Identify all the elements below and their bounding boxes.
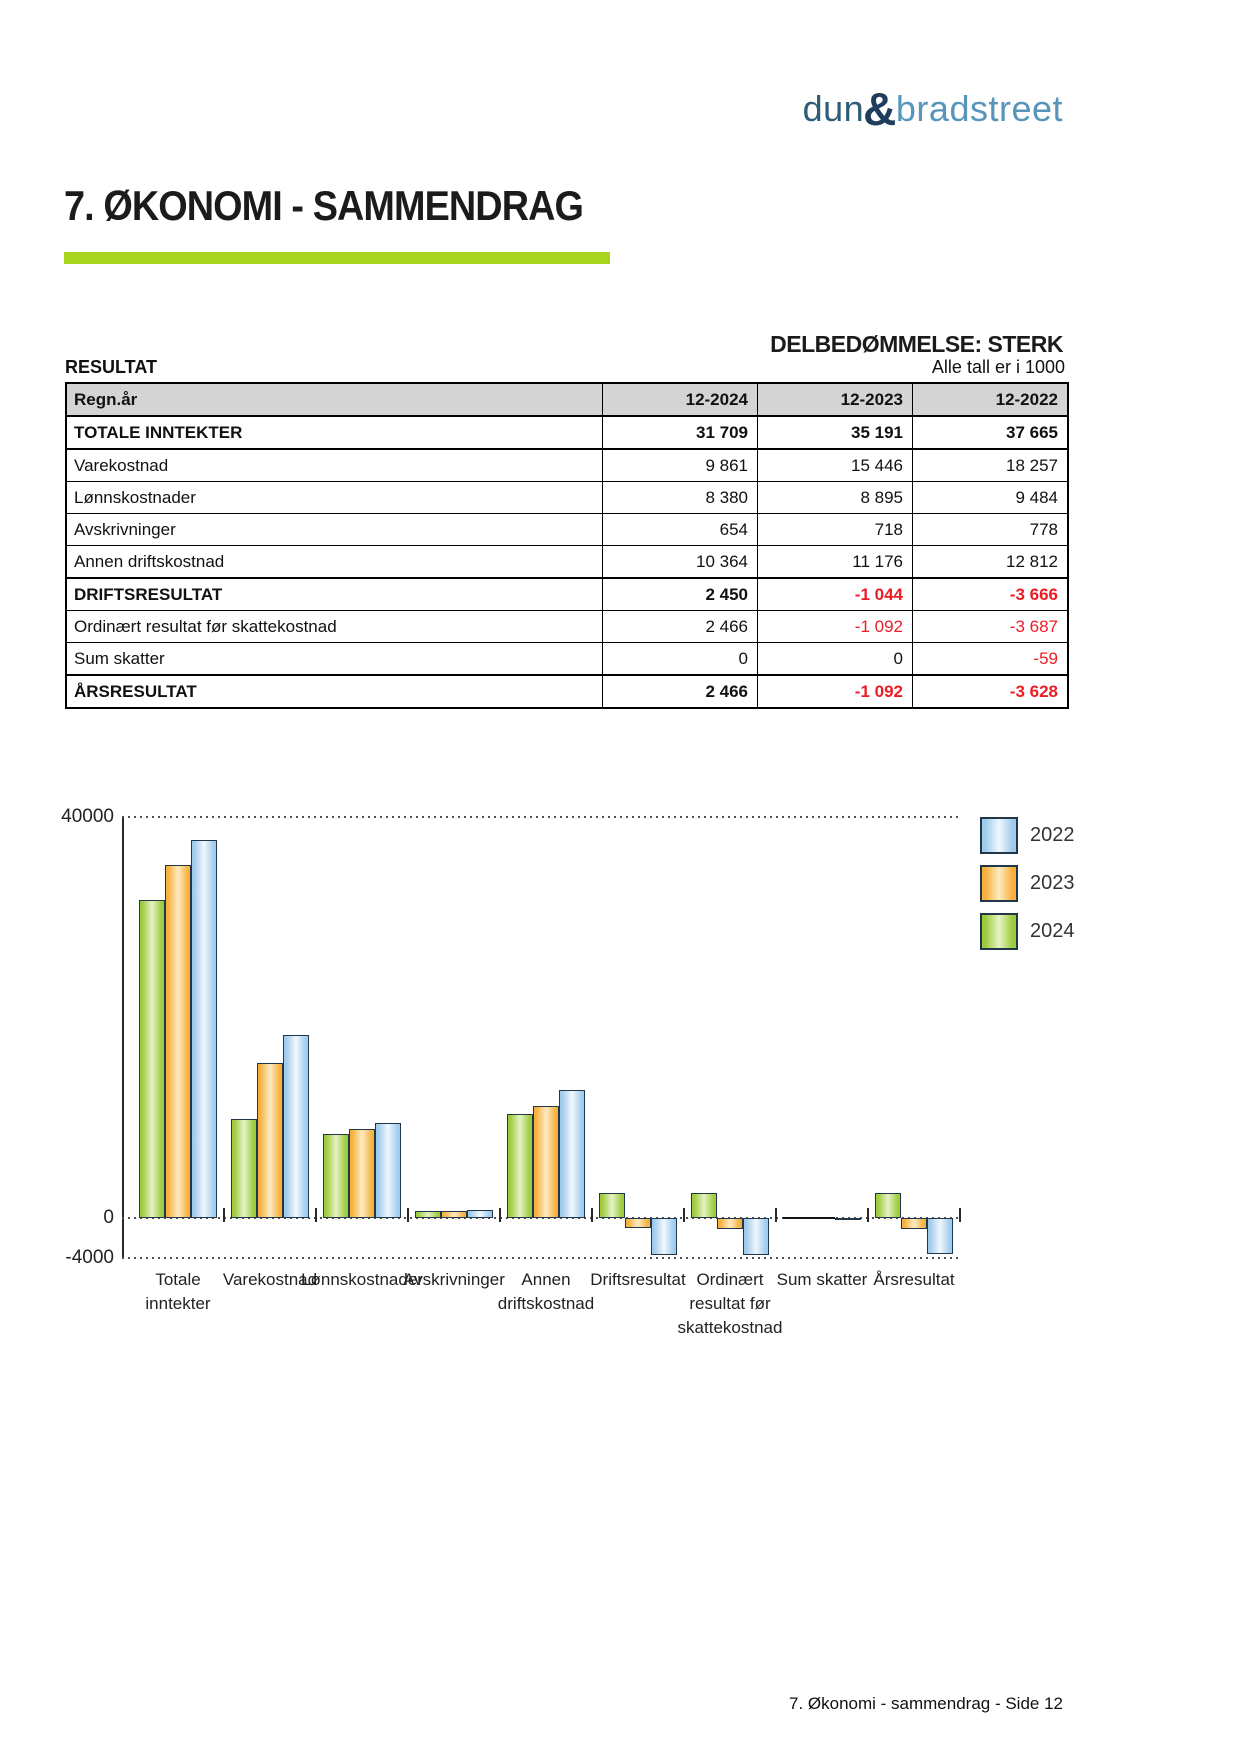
category-label-line: resultat før xyxy=(689,1294,771,1313)
result-table-head xyxy=(66,383,1068,416)
y-tick-label: -4000 xyxy=(65,1247,114,1268)
table-row xyxy=(66,416,1068,449)
bar-2023 xyxy=(441,1211,467,1218)
cell-value: 8 380 xyxy=(603,482,758,514)
cell-value: 37 665 xyxy=(913,416,1069,449)
cell-value: 12 812 xyxy=(913,546,1069,579)
bar-2022 xyxy=(651,1218,677,1255)
category-label xyxy=(190,1268,350,1292)
table-row xyxy=(66,546,1068,579)
bar-2024 xyxy=(691,1193,717,1218)
bar-2022 xyxy=(191,840,217,1218)
cell-value: 0 xyxy=(758,643,913,676)
cell-value: 35 191 xyxy=(758,416,913,449)
section-label: RESULTAT xyxy=(65,357,157,377)
category-label-line: Sum skatter xyxy=(776,1270,868,1289)
gridline xyxy=(122,816,960,818)
result-table xyxy=(65,382,1069,709)
bar-2024 xyxy=(415,1211,441,1218)
gridline xyxy=(122,1217,960,1219)
column-header: 12-2023 xyxy=(758,383,913,416)
cell-value: 2 450 xyxy=(603,578,758,611)
category-label-line: Varekostnad xyxy=(222,1270,318,1289)
bar-2023 xyxy=(717,1218,743,1229)
legend-label-2024: 2024 xyxy=(1030,920,1075,942)
row-label: Sum skatter xyxy=(66,643,603,676)
category-label-line: skattekostnad xyxy=(677,1318,783,1337)
cell-value: 18 257 xyxy=(913,449,1069,482)
axis-tick xyxy=(407,1208,409,1222)
category-label-line: Avskrivninger xyxy=(403,1270,505,1289)
cell-value: -1 092 xyxy=(758,611,913,643)
legend-label-2023: 2023 xyxy=(1030,872,1075,894)
bar-2024 xyxy=(139,900,165,1218)
category-label-line: Årsresultat xyxy=(873,1270,955,1289)
category-label-line: Totale xyxy=(155,1270,201,1289)
bar-2024 xyxy=(507,1114,533,1218)
category-label-line: Ordinært xyxy=(696,1270,764,1289)
cell-value: 2 466 xyxy=(603,611,758,643)
bar-zero-2023 xyxy=(809,1217,835,1219)
bar-zero-2024 xyxy=(783,1217,809,1219)
cell-value: 654 xyxy=(603,514,758,546)
title-accent-bar xyxy=(64,252,610,264)
cell-value: -3 666 xyxy=(913,578,1069,611)
table-row xyxy=(66,482,1068,514)
cell-value: 10 364 xyxy=(603,546,758,579)
category-label xyxy=(466,1268,626,1316)
axis-tick xyxy=(223,1208,225,1222)
legend-label-2022: 2022 xyxy=(1030,824,1075,846)
bar-2024 xyxy=(875,1193,901,1218)
row-label: DRIFTSRESULTAT xyxy=(66,578,603,611)
row-label: Lønnskostnader xyxy=(66,482,603,514)
axis-tick xyxy=(959,1208,961,1222)
category-label-line: Lønnskostnader xyxy=(301,1270,423,1289)
axis-tick xyxy=(315,1208,317,1222)
cell-value: -3 628 xyxy=(913,675,1069,708)
category-label xyxy=(282,1268,442,1292)
axis-tick xyxy=(775,1208,777,1222)
logo-ampersand-icon: & xyxy=(863,83,897,135)
logo-text-dun: dun xyxy=(802,88,865,129)
cell-value: 15 446 xyxy=(758,449,913,482)
cell-value: 2 466 xyxy=(603,675,758,708)
category-label-line: Driftsresultat xyxy=(590,1270,686,1289)
table-row xyxy=(66,449,1068,482)
page-footer: 7. Økonomi - sammendrag - Side 12 xyxy=(788,1694,1063,1713)
bar-2023 xyxy=(625,1218,651,1228)
bar-2023 xyxy=(901,1218,927,1229)
category-label xyxy=(374,1268,534,1292)
bar-2022 xyxy=(559,1090,585,1218)
gridline xyxy=(122,1257,960,1259)
axis-tick xyxy=(683,1208,685,1222)
column-header: 12-2024 xyxy=(603,383,758,416)
page-title: 7. ØKONOMI - SAMMENDRAG xyxy=(64,182,584,229)
bar-2023 xyxy=(257,1063,283,1218)
category-label xyxy=(742,1268,902,1292)
bar-2022 xyxy=(467,1210,493,1218)
category-label xyxy=(650,1268,810,1340)
cell-value: 778 xyxy=(913,514,1069,546)
bar-2024 xyxy=(599,1193,625,1218)
y-tick-label: 0 xyxy=(103,1207,114,1228)
column-header: 12-2022 xyxy=(913,383,1069,416)
bar-2023 xyxy=(349,1129,375,1218)
category-label xyxy=(558,1268,718,1292)
row-label: Ordinært resultat før skattekostnad xyxy=(66,611,603,643)
table-header-row xyxy=(66,383,1068,416)
legend-swatch-2024 xyxy=(980,913,1018,950)
axis-tick xyxy=(867,1208,869,1222)
assessment-heading: DELBEDØMMELSE: STERK xyxy=(770,331,1063,357)
bar-2022 xyxy=(927,1218,953,1254)
cell-value: -1 092 xyxy=(758,675,913,708)
units-note: Alle tall er i 1000 xyxy=(931,357,1065,377)
bar-2024 xyxy=(231,1119,257,1218)
row-label: Annen driftskostnad xyxy=(66,546,603,579)
row-label: Avskrivninger xyxy=(66,514,603,546)
bar-2022 xyxy=(375,1123,401,1218)
category-label xyxy=(834,1268,994,1292)
cell-value: 9 484 xyxy=(913,482,1069,514)
dun-bradstreet-logo xyxy=(802,78,1063,135)
bar-2023 xyxy=(165,865,191,1218)
bar-2022 xyxy=(743,1218,769,1255)
cell-value: -3 687 xyxy=(913,611,1069,643)
category-label-line: inntekter xyxy=(145,1294,211,1313)
category-label-line: driftskostnad xyxy=(497,1294,595,1313)
y-tick-label: 40000 xyxy=(61,806,114,827)
category-label xyxy=(98,1268,258,1316)
row-label: ÅRSRESULTAT xyxy=(66,675,603,708)
table-row xyxy=(66,643,1068,676)
table-row xyxy=(66,675,1068,708)
table-row xyxy=(66,514,1068,546)
table-row xyxy=(66,611,1068,643)
cell-value: 718 xyxy=(758,514,913,546)
bar-2024 xyxy=(323,1134,349,1218)
axis-tick xyxy=(499,1208,501,1222)
bar-2022 xyxy=(283,1035,309,1218)
legend-swatch-2022 xyxy=(980,817,1018,854)
bar-2023 xyxy=(533,1106,559,1218)
bar-2022 xyxy=(835,1218,861,1220)
table-meta-row xyxy=(65,357,1065,378)
axis-tick xyxy=(591,1208,593,1222)
category-label-line: Annen xyxy=(521,1270,571,1289)
cell-value: 31 709 xyxy=(603,416,758,449)
table-row xyxy=(66,578,1068,611)
legend-swatch-2023 xyxy=(980,865,1018,902)
column-header: Regn.år xyxy=(66,383,603,416)
row-label: TOTALE INNTEKTER xyxy=(66,416,603,449)
cell-value: 11 176 xyxy=(758,546,913,579)
cell-value: 8 895 xyxy=(758,482,913,514)
cell-value: 0 xyxy=(603,643,758,676)
cell-value: -59 xyxy=(913,643,1069,676)
y-axis-line xyxy=(122,817,124,1258)
row-label: Varekostnad xyxy=(66,449,603,482)
cell-value: -1 044 xyxy=(758,578,913,611)
logo-text-bradstreet: bradstreet xyxy=(895,88,1063,129)
result-table-body xyxy=(66,416,1068,708)
cell-value: 9 861 xyxy=(603,449,758,482)
